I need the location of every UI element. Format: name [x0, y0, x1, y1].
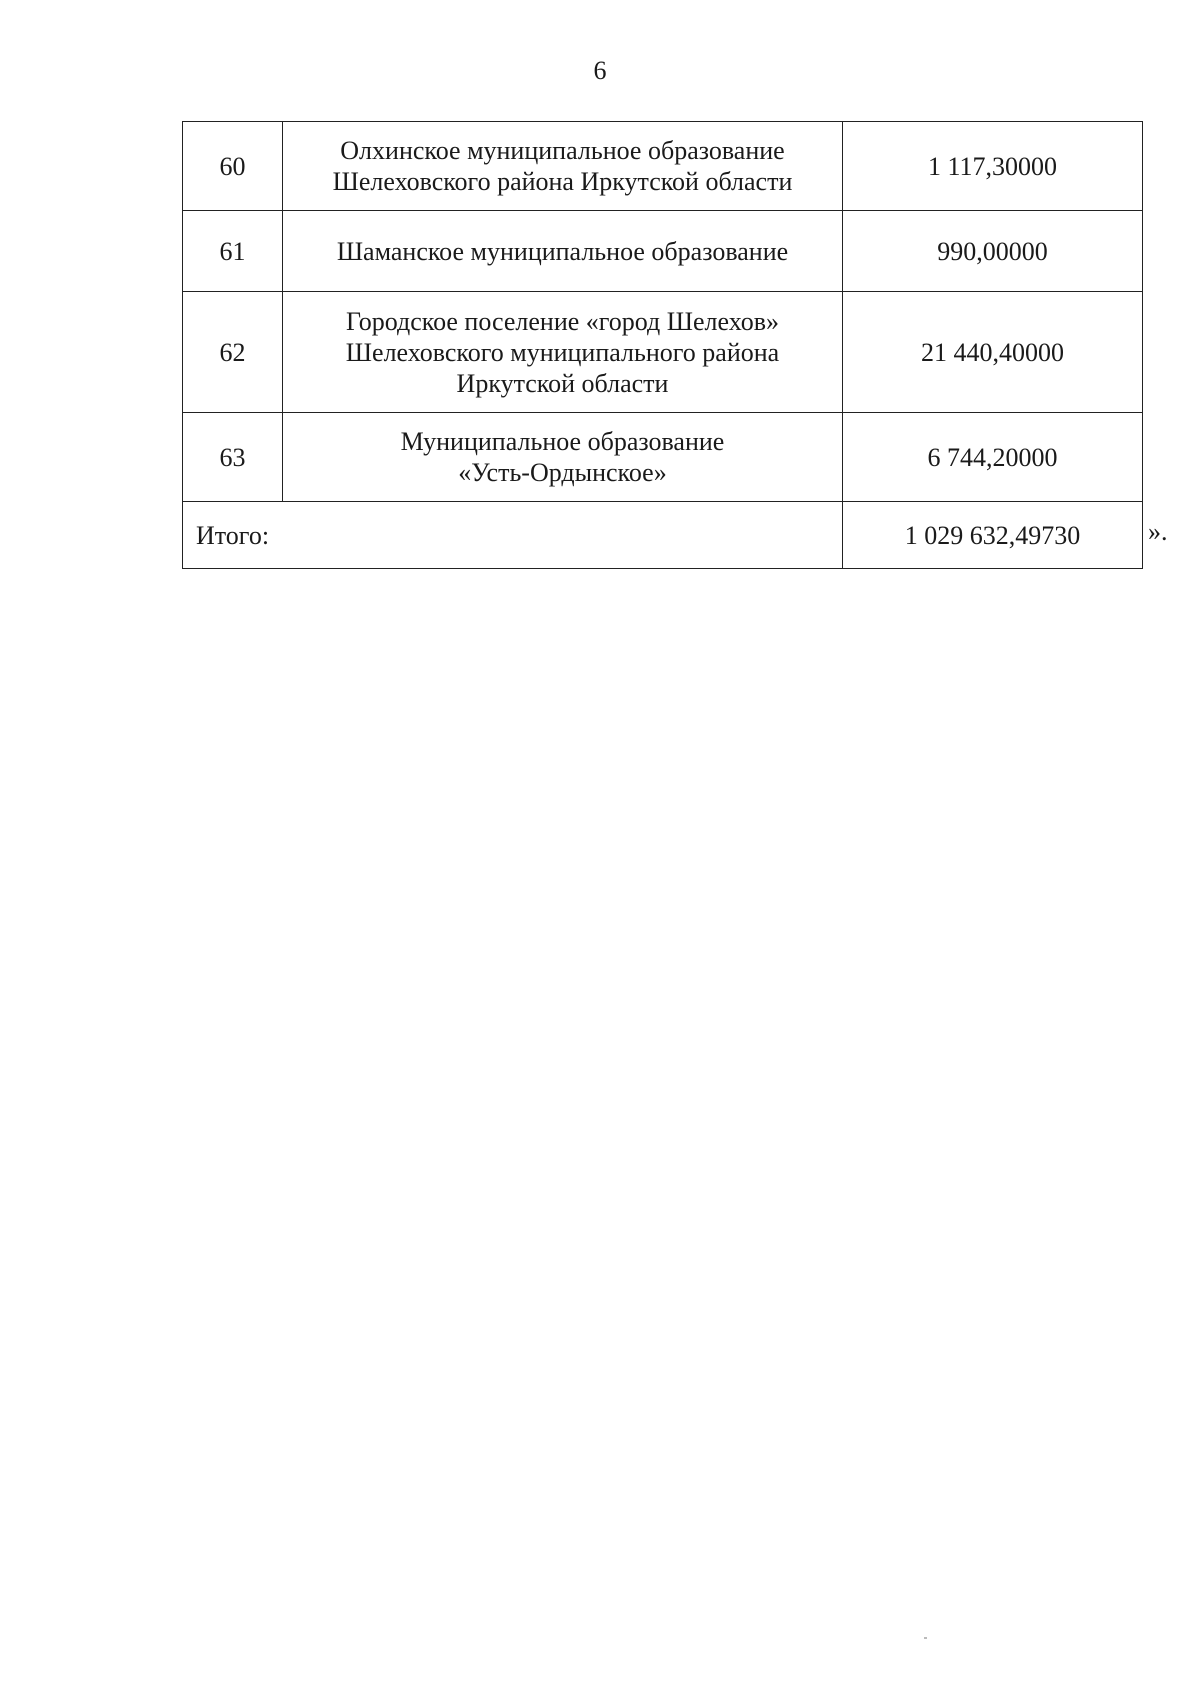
- municipality-name: [283, 122, 843, 211]
- municipality-name-line: Иркутской области: [456, 368, 669, 398]
- municipality-name-line: «Усть-Ордынское»: [458, 458, 667, 487]
- total-row: [183, 502, 1143, 569]
- municipality-name-line: Шелеховского муниципального района: [345, 337, 780, 367]
- municipality-name: [283, 292, 843, 413]
- scan-speck: [924, 1637, 927, 1639]
- row-number: 60: [183, 122, 283, 211]
- total-amount: 1 029 632,49730: [843, 502, 1143, 569]
- municipality-name-line: Олхинское муниципальное образование: [340, 136, 785, 165]
- table-row: [183, 413, 1143, 502]
- total-label: Итого:: [183, 502, 843, 569]
- municipality-name: [283, 211, 843, 292]
- amount-value: 21 440,40000: [843, 292, 1143, 413]
- row-number: 62: [183, 292, 283, 413]
- table-row: [183, 292, 1143, 413]
- allocation-table: [182, 121, 1143, 569]
- municipality-name: [283, 413, 843, 502]
- page-number: 6: [593, 56, 607, 85]
- municipality-name-line: Муниципальное образование: [400, 427, 725, 456]
- amount-value: 6 744,20000: [843, 413, 1143, 502]
- municipality-name-line: Шаманское муниципальное образование: [336, 236, 789, 266]
- table-row: [183, 211, 1143, 292]
- municipality-name-line: Городское поселение «город Шелехов»: [346, 306, 779, 336]
- row-number: 61: [183, 211, 283, 292]
- table-row: [183, 122, 1143, 211]
- amount-value: 1 117,30000: [843, 122, 1143, 211]
- municipality-name-line: Шелеховского района Иркутской области: [332, 167, 793, 196]
- row-number: 63: [183, 413, 283, 502]
- closing-quote: ».: [1148, 517, 1168, 546]
- amount-value: 990,00000: [843, 211, 1143, 292]
